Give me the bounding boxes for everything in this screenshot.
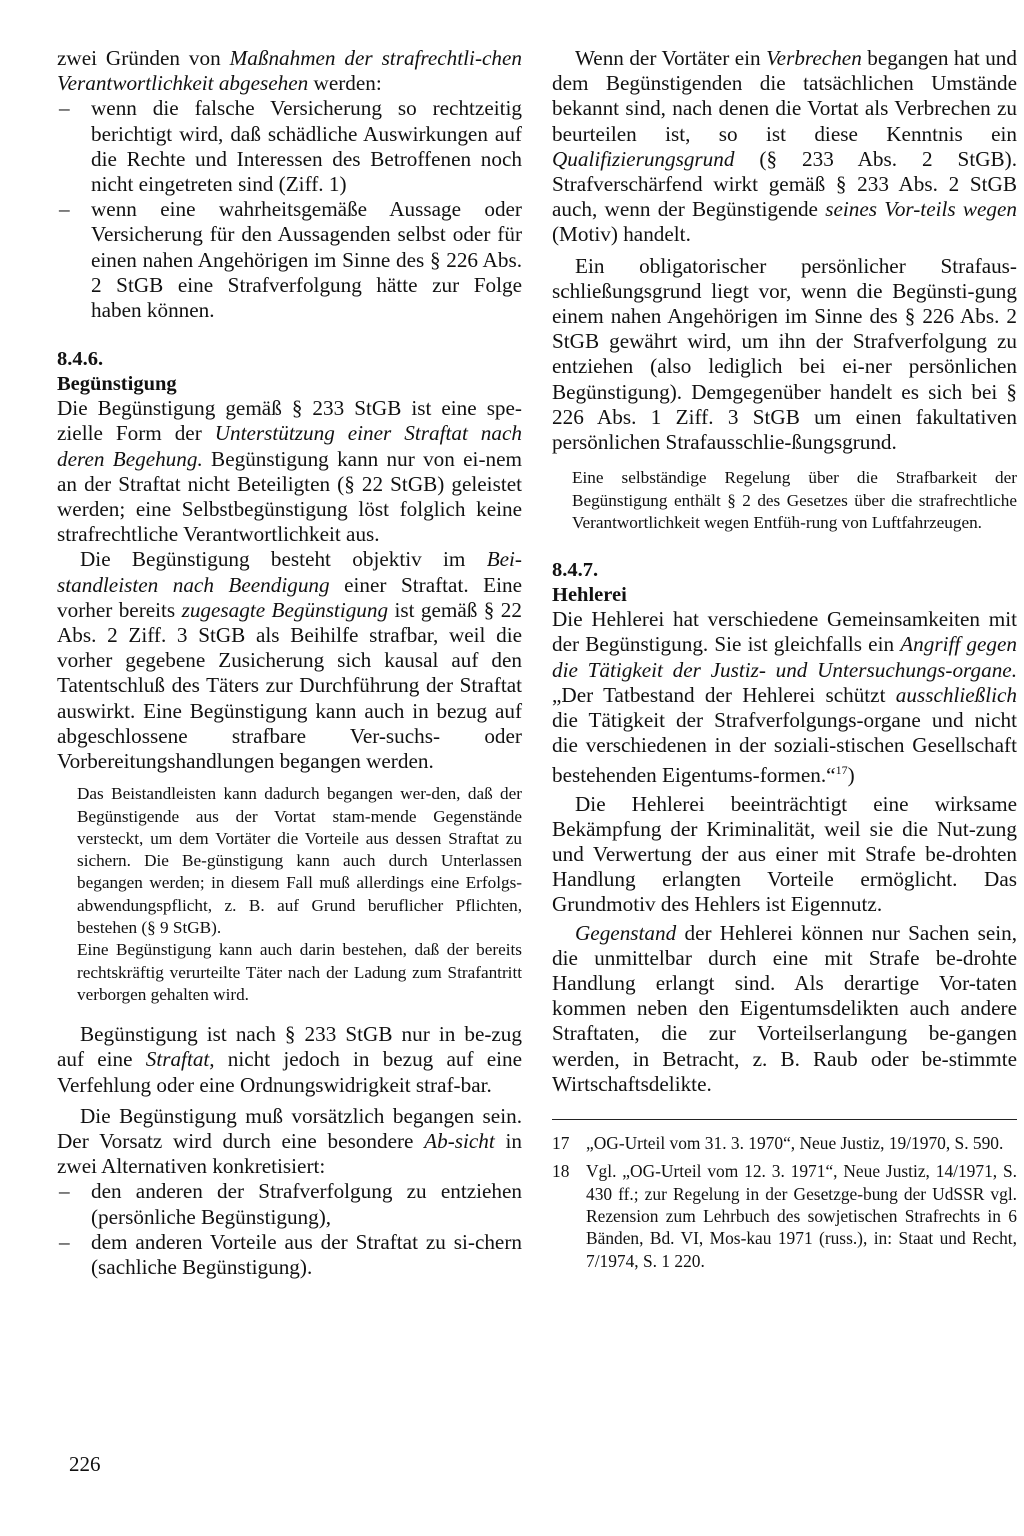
- intro-paragraph: [57, 46, 522, 96]
- footnote-text: „OG-Urteil vom 31. 3. 1970“, Neue Justiz, 19/1970, S. 590.: [586, 1133, 1004, 1154]
- text-run: einer Straftat. Eine vorher bereits: [57, 572, 522, 622]
- text-run: zwei Gründen von: [57, 46, 230, 70]
- section-title: Hehlerei: [552, 584, 627, 607]
- footnote: [552, 1132, 1017, 1154]
- text-run: die Tätigkeit der Strafverfolgungs-organe und nicht die verschiedenen in der soziali-stischen Gesellschaft bestehenden Eigentums-formen.“: [552, 707, 1017, 788]
- italic-run: Angriff gegen die Tätigkeit der Justiz- und Untersuchungs-organe.: [552, 632, 1017, 682]
- footnote-ref[interactable]: 17: [835, 763, 848, 778]
- paragraph: Ein obligatorischer persönlicher Strafaus-schließungsgrund liegt vor, wenn die Begünsti-gung einem nahen Angehörigen im Sinne des § 226 Abs. 2 StGB gewährt wird, um ihn der Strafverfolgung zu entziehen (also lediglich bei ei-ner persönlichen Begünstigung). Demgegenüber handelt es sich bei § 226 Abs. 1 Ziff. 3 StGB um einen fakultativen persönlichen Strafausschlie-ßungsgrund.: [552, 253, 1017, 455]
- text-run: „Der Tatbestand der Hehlerei schützt: [552, 682, 896, 707]
- small-print-paragraph: Eine selbständige Regelung über die Strafbarkeit der Begünstigung enthält § 2 des Gesetzes über die strafrechtliche Verantwortlichkeit wegen Entfüh-rung von Luftfahrzeugen.: [572, 468, 1017, 532]
- italic-run: ausschließlich: [895, 682, 1017, 707]
- dash-item: – wenn die falsche Versicherung so rechtzeitig berichtigt wird, daß schädliche Auswirkungen auf die Rechte und Interessen des Betroffenen noch nicht eingetreten sind (Ziff. 1): [57, 96, 522, 197]
- italic-run: Maßnahmen der strafrechtli-chen Verantwortlichkeit abgesehen: [57, 46, 522, 96]
- paragraph: [57, 1022, 522, 1098]
- right-column: [552, 46, 1017, 1278]
- text-run: Die Begünstigung gemäß § 233 StGB ist eine spe-zielle Form der: [57, 396, 522, 446]
- italic-run: Ab-sicht: [424, 1129, 495, 1154]
- text-run: begangen hat und dem Begünstigenden die tatsächlichen Umstände bekannt sind, nach denen die Vortat als Verbrechen zu beurteilen ist, so ist diese Kenntnis ein: [552, 46, 1017, 146]
- paragraph: Die Hehlerei beeinträchtigt eine wirksame Bekämpfung der Kriminalität, weil sie die Nut-zung und Verwertung der aus einer mit Strafe be-drohten Handlung erlangten Vorteile ermöglicht. Das Grundmotiv des Hehlers ist Eigennutz.: [552, 791, 1017, 917]
- footnote-text: Vgl. „OG-Urteil vom 12. 3. 1971“, Neue Justiz, 14/1971, S. 430 ff.; zur Regelung in der Gesetzge-bung der UdSSR vgl. Rezension zum Lehrbuch des sowjetischen Strafrechts in 6 Bänden, Bd. VI, Mos-kau 1971 (russ.), in: Staat und Recht, 7/1974, S. 1 220.: [586, 1161, 1017, 1271]
- paragraph: [57, 1104, 522, 1180]
- left-column: [57, 46, 522, 1280]
- text-run: ist gemäß § 22 Abs. 2 Ziff. 3 StGB als Beihilfe strafbar, weil die vorher gegebene Zusicherung sich kausal auf den Tatentschluß des Täters zur Durchführung der Straftat auswirkt. Eine Begünstigung kann auch in bezug auf abgeschlossene strafbare Ver-suchs- oder Vorbereitungshandlungen begangen werden.: [57, 597, 522, 774]
- italic-run: Verbrechen: [766, 46, 862, 70]
- page-number: 226: [69, 1452, 101, 1476]
- dash-item: – wenn eine wahrheitsgemäße Aussage oder Versicherung für den Aussagenden selbst oder für einen nahen Angehörigen im Sinne des § 226 Abs. 2 StGB eine Strafverfolgung hätte zur Folge haben können.: [57, 197, 522, 323]
- section-title: Begünstigung: [57, 373, 177, 396]
- paragraph: [552, 921, 1017, 1097]
- text-run: Die Begünstigung muß vorsätzlich begangen sein. Der Vorsatz wird durch eine besondere: [57, 1103, 522, 1154]
- italic-run: Bei-standleisten nach Beendigung: [57, 547, 522, 597]
- paragraph: [57, 547, 522, 774]
- dash-item: – den anderen der Strafverfolgung zu entziehen (persönliche Begünstigung),: [57, 1179, 522, 1229]
- footnote-number: 17: [552, 1133, 570, 1154]
- text-run: Begünstigung kann nur von ei-nem an der Straftat nicht Beteiligten (§ 22 StGB) geleistet werden; eine Selbstbegünstigung löst folglich keine strafrechtliche Verantwortlichkeit aus.: [57, 446, 522, 547]
- italic-run: Straftat,: [145, 1047, 215, 1072]
- text-run: Die Begünstigung besteht objektiv im: [80, 547, 487, 572]
- text-run: Die Hehlerei hat verschiedene Gemeinsamkeiten mit der Begünstigung. Sie ist gleichfalls ein: [552, 607, 1017, 657]
- dash-item: – dem anderen Vorteile aus der Straftat zu si-chern (sachliche Begünstigung).: [57, 1230, 522, 1280]
- text-run: Wenn der Vortäter ein: [575, 46, 767, 70]
- text-run: (§ 233 Abs. 2 StGB). Strafverschärfend wirkt gemäß § 233 Abs. 2 StGB auch, wenn der Begünstigende: [552, 146, 1017, 222]
- text-run: der Hehlerei können nur Sachen sein, die unmittelbar durch eine mit Strafe be-drohte Handlung erlangt sind. Als derartige Vor-taten kommen neben den Eigentumsdelikten auch andere Straftaten, die zur Vorteilserlangung be-gangen werden, in Betracht, z. B. Raub oder be-stimmte Wirtschaftsdelikte.: [552, 920, 1017, 1096]
- footnotes: [552, 1132, 1017, 1272]
- text-run: nicht jedoch in bezug auf eine Verfehlung oder eine Ordnungswidrigkeit straf-bar.: [57, 1047, 522, 1097]
- section-number: 8.4.6.: [57, 348, 104, 371]
- text-run: werden:: [308, 71, 382, 96]
- text-run: ): [847, 763, 855, 788]
- section-846: [57, 347, 522, 1280]
- italic-run: seines Vor-teils wegen: [825, 197, 1017, 222]
- section-number: 8.4.7.: [552, 559, 599, 582]
- text-run: Begünstigung ist nach § 233 StGB nur in be-zug auf eine: [57, 1022, 522, 1072]
- footnote: [552, 1160, 1017, 1271]
- text-run: (Motiv) handelt.: [552, 222, 691, 247]
- paragraph: [552, 46, 1017, 248]
- small-print-paragraph: Eine Begünstigung kann auch darin bestehen, daß der bereits rechtskräftig verurteilte Täter nach der Ladung zum Strafantritt verborgen gehalten wird.: [77, 940, 522, 1004]
- italic-run: Gegenstand: [575, 920, 677, 945]
- paragraph: [552, 607, 1017, 788]
- italic-run: Qualifizierungsgrund: [552, 146, 735, 171]
- small-print-paragraph: Das Beistandleisten kann dadurch begangen wer-den, daß der Begünstigende aus der Vortat stam-mende Gegenstände versteckt, um dem Vortäter die Vorteile aus dessen Straftat zu sichern. Die Be-günstigung kann auch durch Unterlassen begangen werden; in diesem Fall muß allerdings eine Erfolgs-abwendungspflicht, z. B. auf Grund beruflicher Pflichten, bestehen (§ 9 StGB).: [77, 784, 522, 938]
- italic-run: Unterstützung einer Straftat nach deren Begehung.: [57, 421, 522, 471]
- footnote-number: 18: [552, 1161, 570, 1182]
- paragraph: [57, 396, 522, 547]
- footnote-divider: [552, 1119, 1017, 1120]
- italic-run: zugesagte Begünstigung: [181, 597, 389, 622]
- text-run: in zwei Alternativen konkretisiert:: [57, 1129, 522, 1179]
- section-847: [552, 558, 1017, 1097]
